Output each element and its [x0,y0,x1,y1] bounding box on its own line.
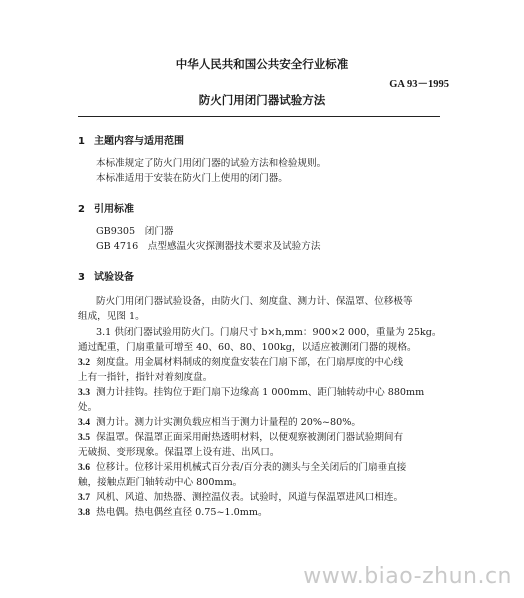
section-title: 试验设备 [94,272,134,283]
section-number: 3 [78,272,85,283]
clause-number: 3.3 [78,387,90,398]
reference-item: GB9305 闭门器 [96,226,174,237]
header-divider [78,116,440,117]
section-3-heading [78,268,134,283]
clause-3-3 [78,385,424,400]
clause-text: 无破损、变形现象。保温罩上设有进、出风口。 [78,447,280,458]
clause-text: 位移计。位移计采用机械式百分表/百分表的测头与全关闭后的门扇垂直接 [96,462,407,473]
clause-3-1 [96,325,441,340]
paragraph: 组成，见图 1。 [78,311,145,322]
clause-text: 刻度盘。用金属材料制成的刻度盘安装在门扇下部，在门扇厚度的中心线 [96,357,404,368]
standard-title: 防火门用闭门器试验方法 [198,93,326,107]
clause-text: 供闭门器试验用防火门。门扇尺寸 b×h,mm：900×2 000，重量为 25kg。 [114,327,442,338]
section-title: 引用标准 [94,204,134,215]
clause-3-7 [78,490,403,505]
clause-text: 测力计挂钩。挂钩位于距门扇下边缘高 1 000mm、距门轴转动中心 880mm [96,387,425,398]
clause-number: 3.2 [78,357,90,368]
section-number: 1 [78,136,85,147]
clause-text: 处。 [78,402,98,413]
clause-text: 通过配重，门扇重量可增至 40、60、80、100kg，以适应被测闭门器的规格。 [78,342,417,353]
watermark-url: www.biao-zhun.cn [303,564,512,589]
paragraph: 防火门用闭门器试验设备，由防火门、刻度盘、测力计、保温罩、位移极等 [96,296,413,307]
clause-3-2 [78,355,403,370]
clause-text: 保温罩。保温罩正面采用耐热透明材料，以便观察被测闭门器试验期间有 [96,432,404,443]
clause-number: 3.1 [96,327,112,338]
section-2-heading [78,200,134,215]
clause-3-5 [78,430,403,445]
clause-text: 触，接触点距门轴转动中心 800mm。 [78,477,243,488]
clause-number: 3.5 [78,432,90,443]
standard-organization: 中华人民共和国公共安全行业标准 [175,57,349,71]
clause-text: 热电偶。热电偶丝直径 0.75~1.0mm。 [96,507,268,518]
reference-item: GB 4716 点型感温火灾探测器技术要求及试验方法 [96,241,321,252]
clause-text: 风机、风道、加热器、测控温仪表。试验时，风道与保温罩进风口相连。 [96,492,404,503]
clause-number: 3.8 [78,507,90,518]
clause-3-6 [78,460,406,475]
paragraph: 本标准适用于安装在防火门上使用的闭门器。 [96,173,288,184]
clause-number: 3.6 [78,462,90,473]
standard-code: GA 93－1995 [389,79,449,90]
clause-3-8 [78,505,268,520]
clause-number: 3.7 [78,492,90,503]
section-title: 主题内容与适用范围 [94,136,184,147]
section-number: 2 [78,204,85,215]
section-1-heading [78,132,184,147]
clause-number: 3.4 [78,417,90,428]
clause-text: 测力计。测力计实测负载应相当于测力计量程的 20%~80%。 [96,417,361,428]
clause-text: 上有一指针，指针对着刻度盘。 [78,372,213,383]
clause-3-4 [78,415,361,430]
paragraph: 本标准规定了防火门用闭门器的试验方法和检验规则。 [96,158,327,169]
